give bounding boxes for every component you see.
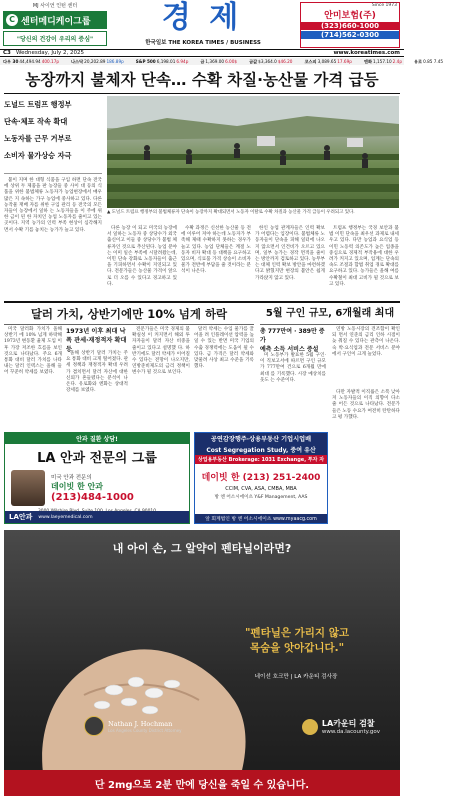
- cost-seg-footer: 앞 회계법인 방 엔 어소시에이츠 www.myaacg.com: [195, 514, 327, 523]
- ticker-item: [71, 59, 130, 64]
- jobs-body-col1: 미 노동부가 발표한 5월 구인·이 직보고서에 따르면 구인 규모가 777만여 건으로 6개월 만에 최대 를 기록했다. 시장 예상치를 웃도 는 수준이다.: [260, 353, 326, 383]
- jobs-subheads: [260, 327, 326, 351]
- ticker-value: 44,494.94: [19, 59, 41, 64]
- ticker-item: [136, 59, 195, 64]
- psa-question: 내 아이 손, 그 알약이 펜타닐이라면?: [112, 542, 292, 555]
- masthead: [0, 0, 404, 56]
- seal-sub: Los Angeles County District Attorney: [108, 727, 182, 733]
- psa-site[interactable]: www.da.lacounty.gov: [321, 729, 380, 735]
- edition-page: C3: [3, 50, 11, 56]
- psa-person: 네이선 호크만 | LA 카운티 검사장: [254, 674, 338, 680]
- psa-quote-line1: "펜타닐은 가리지 않고: [244, 627, 350, 639]
- psa-org: LA카운티 검찰: [321, 719, 375, 728]
- la-eye-brand: LA안과: [9, 513, 33, 521]
- psa-tagline: 단 2mg으로 2분 만에 당신을 죽일 수 있습니다.: [94, 779, 310, 791]
- lead-body-col1: 불이 지며 한 대형 식품을 구입 하면 단속 전국에 상위 두 제품을 판 농장들 중 사이 대 등의 식품을 위한 불법체류 노동자가 농업현장에서 매우 많은 지 속하는 가구 농업에 중사하고 있다. 다른 농작물 재배 자를 위한 구입 관리 등 전국의 모든 자들이 농장에서 일하 는 노동자들을 이 주에 위한 금이 된 한 자치인 농업 노동자를 줄이고 있는 곳이다. 지역 농가의 인력 부족 현상이 심각해지면서 수확 기를 놓치는 농가가 늘고 있다.: [4, 178, 102, 233]
- la-da-logo: [302, 718, 380, 735]
- dollar-body-col1: 미국 달러화 가치가 올해 상반기 에 10% 넘게 하락해 1973년 변동환 율제 도입 이후 가장 저조한 흐름을 보인 것으로 나타났다. 주요 6개 통화 대비 달러 가치를 나타내는 달러 인덱스는 올해 들어 꾸준히 약세를 보였다.: [4, 327, 62, 376]
- ticker-item: [249, 59, 298, 64]
- ticker-value: 1,369.00: [205, 59, 225, 64]
- ticker-value: 1,157.10: [373, 59, 392, 64]
- ticker-item: [364, 59, 408, 64]
- lead-body-col5-b: 트럼프 행정부는 국경 보안과 불법 이민 단속을 최우선 과제로 내세우고 있다. 다만 농업과 요식업 등 이민 노동력 의존도가 높은 업종을 중심으로 경제적 부작용에 대한 우려가 커지고 있으며, 업계는 단속의 속도 조절과 합법 취업 경로 확대를 요구하고 있다. 농가들은 올해 여름 수확철이 최대 고비가 될 것으로 보고 있다.: [329, 226, 399, 287]
- lead-body-col4: 한인 농업 관계자들은 인력 확보가 어렵다는 입장이다. 불법체류 노동자들이 단속을 피해 일터에 나오지 않으면서 인건비가 오르고 있으며, 일부 농가는 경작 면적을 줄이는 방안까지 검토하고 있다. 농무부는 대체 인력 확보 방안을 마련하겠다고 밝혔지만 현장의 불안은 쉽게 가라앉지 않고 있다.: [255, 226, 325, 281]
- jobs-subhead: 총 777만여 · 389만 증가: [260, 328, 325, 344]
- la-eye-phone: (213)484-1000: [51, 492, 134, 503]
- jobs-body-col2: 연방 노동시장의 견조함이 확인되 면서 연준의 금리 인하 시점이 늦 춰질 수 있다는 관측이 나온다. 숙 박·요식업과 전문 서비스 분야에서 구인이 크게 늘었다.: [332, 327, 400, 357]
- ticker-item: [304, 59, 357, 64]
- date-bar: [0, 49, 404, 57]
- cost-seg-firm: 방 엔 어소시에이츠 Y&F Management, AAS: [214, 495, 308, 500]
- ticker-label: 유로: [414, 59, 423, 64]
- ticker-change: 186.89p: [106, 59, 124, 64]
- da-seal: [84, 716, 182, 736]
- lead-photo-caption: ▲ 도널드 트럼프 행정부의 불법체류자 단속이 농장까지 확대되면서 노동자 이탈로 수확 차질과 농산물 가격 급등이 우려되고 있다.: [107, 210, 355, 215]
- psa-tagline-bar: [4, 770, 400, 796]
- badge-icon: [302, 719, 318, 735]
- date-text: Wednesday, July 2, 2025: [16, 50, 84, 56]
- lead-body-col2: 다른 농장 이 되고 미국의 농장에서 일하는 노동자 중 상당수가 외국 출신이고 이들 중 상당수가 불법 체류자인 것으로 추산된다. 농업 분야 는 이미 일손 부족에 시달려왔는데, 이민 단속 강화로 노동자들이 출근을 기피하면서 수확이 지연되고 있다. 전문가들은 농산물 가격이 앞으로 더 오를 수 있다고 경고하고 있다.: [107, 226, 177, 287]
- ticker-change: 17.69p: [337, 59, 352, 64]
- ticker-change: 2.4p: [392, 59, 402, 64]
- paper-name: 한국일보 THE KOREA TIMES / BUSINESS: [145, 40, 261, 46]
- right-ad-since: Since 1973: [371, 3, 397, 8]
- ticker-value: 0.85 7.45: [423, 59, 444, 64]
- la-eye-line2: 데이빗 한 안과: [51, 482, 103, 491]
- lead-subhead: 소비자 물가상승 자극: [4, 151, 72, 160]
- cost-seg-phone: 데이빗 한 (213) 251-2400: [201, 473, 321, 483]
- lead-subhead: 도널드 트럼프 행정부: [4, 100, 72, 109]
- cost-seg-ad[interactable]: [194, 432, 328, 524]
- la-eye-title: LA 안과 전문의 그룹: [37, 451, 157, 466]
- right-ad-phone2: (714)562-0300: [301, 31, 399, 39]
- ticker-label: 금값: [249, 59, 258, 64]
- ticker-item: [414, 59, 450, 64]
- section-title: 경 제: [161, 0, 243, 35]
- dollar-body-col2: 올해 상반기 달러 가치는 주요 통화 대비 크게 떨어졌다. 관세 정책과 재정적자 확대 우려가 겹치면서 달러 자산에 대한 신뢰가 흔들렸다는 분석이 나온다. 유로화와 엔화는 상대적 강세를 보였다.: [66, 351, 129, 394]
- ticker-change: $46.20: [277, 59, 293, 64]
- ticker-change: 400.17p: [41, 59, 60, 64]
- ticker-item: [200, 59, 243, 64]
- ticker-value: 6,198.01: [156, 59, 176, 64]
- ticker-label: 다우 30: [3, 59, 19, 64]
- ticker-label: 엔화: [363, 59, 373, 64]
- cost-seg-title: 공연감장행주·상용부동산 기업시업배: [195, 433, 327, 444]
- la-eye-line1: 미국 안과 전문의: [51, 475, 92, 481]
- ticker-change: 6.00$: [225, 59, 238, 64]
- seal-icon: [84, 716, 104, 736]
- lead-subheads: [4, 96, 102, 174]
- left-ad-name: 센터메디케이그룹: [21, 16, 91, 27]
- cost-seg-title3: 상업용부동산 Brokerage: 1031 Exchange, 투자 자: [195, 455, 327, 464]
- cost-seg-title2: Cost Segregation Study, 중여 유산: [195, 444, 327, 455]
- farm-workers-photo: [107, 96, 399, 208]
- masthead-left-ad[interactable]: [3, 2, 107, 54]
- masthead-right-ad[interactable]: [300, 2, 400, 48]
- ticker-label: 코스피: [304, 59, 317, 64]
- la-eye-banner: 안과 질환 상담!: [5, 433, 189, 444]
- ticker-change: 6.94p: [176, 59, 189, 64]
- doctor-photo: [11, 470, 45, 506]
- ticker-value: 3,089.65: [317, 59, 337, 64]
- jobs-headline: 5월 구인 규모, 6개월래 최대: [265, 308, 395, 319]
- ticker-label: 금: [200, 59, 205, 64]
- dollar-body-col3: 전문가들은 미국 경제의 불확실성 이 커지면서 해외 투자자들이 달러 자산 비중을 줄이고 있다고 설명했 다. 하반기에도 달러 약세가 이어질 수 있다는 전망이 나오지만, 연방준비제도의 금리 정책이 변수가 될 것으로 보인다.: [132, 327, 190, 376]
- left-ad-name-bar: [3, 11, 107, 29]
- fentanyl-psa-ad[interactable]: [4, 530, 400, 796]
- ticker-label: 나스닥: [71, 59, 84, 64]
- lead-subhead: 노동자를 근무 거부로: [4, 134, 72, 143]
- ticker-value: $3,364.0: [258, 59, 277, 64]
- la-eye-site[interactable]: www.laeyemedical.com: [38, 514, 93, 520]
- market-ticker: [0, 58, 444, 65]
- left-ad-slogan: "당신의 건강이 우리의 증심": [3, 31, 107, 46]
- right-ad-name: 안미보험(주): [324, 11, 376, 21]
- ticker-value: 20,202.89: [84, 59, 106, 64]
- lead-photo: [107, 96, 399, 208]
- jobs-body-col3: 다만 자발적 이직률은 소폭 낮아 져 노동자들의 이직 의향이 다소 줄 어든 것으로 나타났다. 전문가들은 노동 수요가 여전히 탄탄하다고 평 가했다.: [332, 390, 400, 420]
- website-link[interactable]: www.koreatimes.com: [333, 50, 400, 56]
- dollar-body-col4: 달러 약세는 수입 물가를 끌어올 려 인플레이션 압력을 높일 수 있는 반면 미국 기업의 수출 경쟁력에는 도움이 될 수 있다. 금 가격은 달러 약세와 맞물려 사상 최고 수준을 기록했다.: [194, 327, 254, 370]
- lead-body-col3: 수확 과정은 신선한 농산물 등 전 에 이루어 져야 하는데 노동자가 부족해 제때 수확하지 못하는 경우가 늘고 있다. 농업 단체들은 계절 노동자 비자 확대 등 대책을 요구하고 있으며, 식료품 가격 상승이 소비자 물가 전반에 부담을 줄 것이라는 분석이 나온다.: [181, 226, 251, 275]
- seal-name: Nathan J. Hochman: [108, 719, 173, 728]
- dollar-headline: 달러 가치, 상반기에만 10% 넘게 하락: [30, 307, 228, 321]
- cost-seg-sub: CCIM, CVA, ASA, CMBA, MBA: [225, 486, 297, 492]
- right-ad-phone1: (323)660-1000: [301, 22, 399, 30]
- hand-with-pills-illustration: [4, 530, 400, 796]
- dollar-box-title: 1973년 이후 최대 낙폭 관세·재정적자 확대 등: [66, 328, 127, 353]
- left-ad-tagline: MJ 사이언 인턴 센터: [32, 3, 78, 9]
- lead-subhead: 단속·체포 작속 확대: [4, 117, 68, 126]
- logo-c-icon: C: [6, 14, 18, 26]
- psa-quote-line2: 목숨을 앗아갑니다.": [249, 642, 345, 654]
- jobs-subhead: 예측 소득 서비스 증설: [260, 346, 319, 353]
- dollar-subhead-box: [66, 327, 128, 353]
- ticker-label: S&P 500: [135, 59, 156, 64]
- la-eye-ad[interactable]: [4, 432, 190, 524]
- ticker-item: [3, 59, 65, 64]
- lead-headline: 농장까지 불체자 단속… 수확 차질·농산물 가격 급등: [25, 71, 379, 89]
- psa-quote: [212, 626, 382, 656]
